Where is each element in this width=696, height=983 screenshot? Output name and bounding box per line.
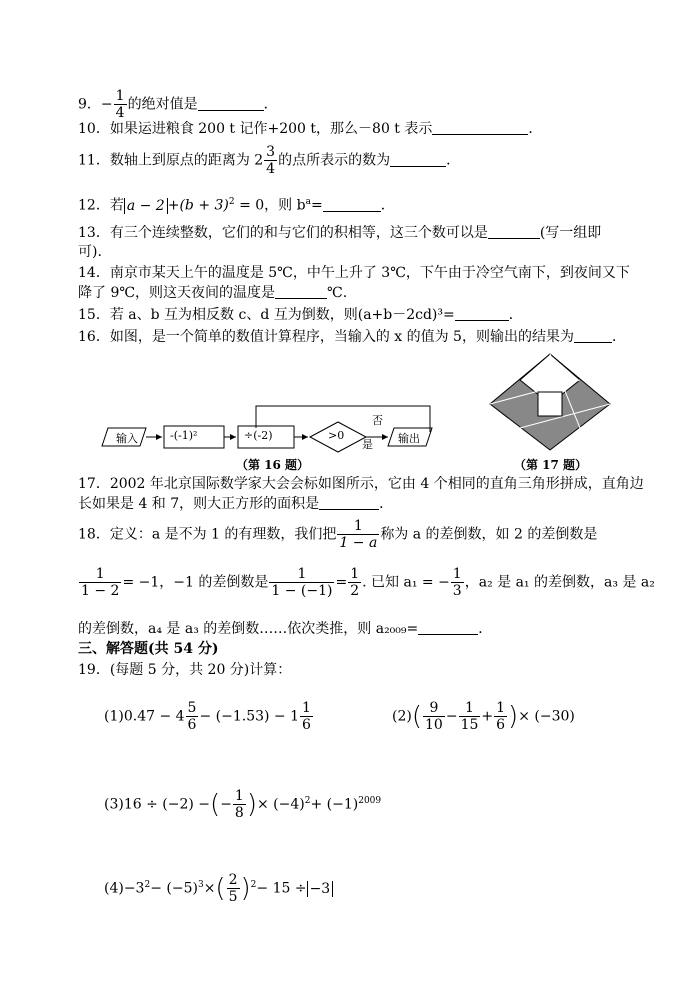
p1-label: (1)0.47 − 4 [104, 708, 185, 725]
flow-box1-label: -(-1)² [170, 429, 198, 442]
answer-blank[interactable] [432, 120, 528, 135]
question-13-line2 [78, 243, 102, 261]
q17-end: ． [379, 496, 394, 512]
q10-end: ． [528, 121, 543, 137]
q12-post: = 0，则 b [234, 197, 306, 214]
q12-plus: + [167, 197, 180, 214]
q12-expr: (b + 3) [179, 197, 229, 214]
q12-sup2: a [305, 197, 311, 207]
q12-post2: = [310, 197, 323, 214]
q18-fraction [337, 518, 379, 551]
p4-abs: −3 [307, 881, 334, 897]
frac-den: 1 − 2 [81, 583, 120, 599]
frac-num: 1 [269, 566, 334, 583]
q13-end: (写一组即 [539, 225, 602, 241]
frac-num: 1 [337, 518, 379, 535]
p1-mid: − (−1.53) − 1 [199, 708, 300, 725]
frac-den: 3 [452, 583, 462, 599]
q14-end: ℃. [327, 285, 348, 301]
q14-text: 14．南京市某天上午的温度是 5℃，中午上升了 3℃，下午由于冷空气南下，到夜间又下 [78, 265, 630, 281]
frac-den: 6 [187, 717, 197, 733]
question-14-line2 [78, 284, 347, 302]
p1-fraction [300, 700, 313, 733]
p4-label: (4)−3 [104, 880, 145, 897]
frac-num: 2 [228, 872, 238, 888]
q9-frac-num: 1 [115, 88, 125, 104]
p2-label: (2) [392, 708, 412, 725]
answer-blank[interactable] [574, 328, 612, 343]
p4-post: − 15 ÷ [256, 880, 307, 897]
q19-text: 19．(每题 5 分，共 20 分)计算： [78, 662, 292, 678]
arrow-head [382, 434, 388, 440]
question-17-line2 [78, 495, 393, 513]
p1-fraction [186, 700, 199, 733]
problem-1 [104, 700, 314, 733]
q11-end: ． [446, 152, 461, 169]
p3-post2: + (−1) [310, 796, 359, 813]
q18-fraction [451, 566, 464, 599]
p3-fraction [233, 788, 246, 821]
frac-num: 1 [452, 566, 462, 582]
q15-end: ． [508, 307, 523, 323]
question-10 [78, 120, 542, 138]
answer-blank[interactable] [319, 495, 379, 510]
p2-fraction [494, 700, 507, 733]
flow-yes-label: 是 [362, 438, 373, 451]
frac-num: 9 [423, 700, 445, 717]
frac-num: 1 [350, 566, 360, 582]
p2-fraction [459, 700, 481, 733]
p4-sup1: 2 [144, 879, 151, 890]
arrow-head [230, 434, 236, 440]
q12-sup: 2 [228, 197, 235, 207]
q11-frac-num: 3 [266, 144, 276, 160]
flow-box2-label: ÷(-2) [244, 429, 273, 442]
problem-2: (2)( $\frac{9}{10}$ − $\frac{1}{15}$ + $\frac{1}{6}$ )× (−30) [392, 700, 575, 733]
answer-blank[interactable] [455, 306, 509, 321]
flow-diamond-label: >0 [328, 429, 345, 442]
q9-text: 的绝对值是 [127, 96, 198, 113]
p4-m1: − (−5) [150, 880, 198, 897]
answer-blank[interactable] [198, 96, 264, 111]
q12-pre: 12．若 [78, 197, 124, 214]
frac-den: 5 [228, 889, 238, 905]
q18-post: 称为 a 的差倒数，如 2 的差倒数是 [380, 526, 598, 543]
q13-text2: 可). [78, 244, 102, 260]
q18-text: ，a₂ 是 a₁ 的差倒数，a₃ 是 a₂ [464, 574, 655, 591]
q18-text: = −1，−1 的差倒数是 [122, 574, 269, 591]
q18-end: ． [478, 621, 493, 637]
question-11 [78, 144, 460, 177]
q15-text: 15．若 a、b 互为相反数 c、d 互为倒数，则(a+b－2cd)³= [78, 307, 455, 323]
q12-end: ． [380, 197, 395, 214]
inner-square [538, 392, 562, 416]
question-18-line2 [78, 566, 655, 599]
q16-end: ． [611, 329, 626, 345]
flow-no-label: 否 [372, 414, 383, 427]
frac-den: 10 [425, 717, 443, 733]
answer-blank[interactable] [390, 152, 446, 167]
question-18-line3 [78, 620, 492, 638]
arrow-head [156, 434, 162, 440]
figure-16-caption: （第 16 题） [236, 458, 310, 472]
frac-num: 1 [234, 788, 244, 804]
p3-minus: − [220, 796, 232, 813]
flowchart-diagram [100, 394, 440, 454]
flow-output-label: 输出 [398, 432, 420, 445]
q17-text: 17．2002 年北京国际数学家大会会标如图所示，它由 4 个相同的直角三角形拼成，直角边 [78, 476, 644, 492]
p3-sup2: 2009 [358, 795, 382, 806]
frac-den: 6 [302, 717, 311, 733]
frac-den: 1 − a [339, 535, 378, 551]
question-14-line1 [78, 264, 630, 282]
arrow-head [302, 434, 308, 440]
q18-fraction [269, 566, 334, 599]
p4-fraction [227, 872, 240, 905]
q18-text3: 的差倒数，a₄ 是 a₃ 的差倒数……依次类推，则 a₂₀₀₉= [78, 621, 419, 637]
q14-text2: 降了 9℃，则这天夜间的温度是 [78, 285, 276, 301]
answer-blank[interactable] [323, 197, 381, 212]
p3-post: × (−4) [257, 796, 305, 813]
p3-label: (3)16 ÷ (−2) − [104, 796, 211, 813]
answer-blank[interactable] [418, 620, 478, 635]
p2-fraction [423, 700, 445, 733]
q16-text: 16．如图，是一个简单的数值计算程序，当输入的 x 的值为 5，则输出的结果为 [78, 329, 574, 345]
q9-minus: − [100, 96, 113, 113]
frac-den: 2 [350, 583, 360, 599]
q11-frac-den: 4 [266, 161, 276, 177]
question-15 [78, 306, 523, 324]
question-9 [78, 88, 278, 121]
answer-blank[interactable] [488, 224, 540, 239]
p3-sup1: 2 [304, 795, 311, 806]
frac-num: 1 [79, 566, 121, 583]
answer-blank[interactable] [275, 284, 327, 299]
figure-17-caption: （第 17 题） [514, 458, 588, 472]
q18-fraction [79, 566, 121, 599]
q9-fraction [114, 88, 127, 121]
frac-den: 6 [496, 717, 506, 733]
p2-plus: + [481, 708, 494, 725]
question-18-line1 [78, 518, 597, 551]
q18-text: = [335, 574, 348, 591]
frac-num: 1 [496, 700, 506, 716]
section-3-title [78, 640, 218, 658]
q11-fraction [264, 144, 277, 177]
q13-text: 13．有三个连续整数，它们的和与它们的积相等，这三个数可以是 [78, 225, 488, 241]
q9-end: ． [263, 96, 278, 113]
q10-text: 10．如果运进粮食 200 t 记作+200 t，那么－80 t 表示 [78, 121, 433, 137]
p4-sup3: 2 [250, 879, 257, 890]
question-19 [78, 661, 291, 679]
question-13-line1 [78, 224, 601, 242]
problem-3: (3)16 ÷ (−2) −(− $\frac{1}{8}$ )× $(-4)^2+ (-1)^{2009}$ [104, 788, 382, 821]
section-title-text: 三、解答题(共 54 分) [78, 641, 219, 657]
figure-17-diagram [488, 352, 614, 452]
p2-minus: − [445, 708, 458, 725]
q11-post: 的点所表示的数为 [278, 152, 391, 169]
question-16 [78, 328, 626, 346]
q18-fraction [348, 566, 361, 599]
frac-den: 8 [234, 805, 244, 821]
q9-frac-den: 4 [115, 105, 125, 121]
flow-input-label: 输入 [116, 432, 138, 445]
frac-num: 1 [459, 700, 481, 717]
q11-pre: 11．数轴上到原点的距离为 2 [78, 152, 264, 169]
q12-abs-expr: a − 2 [124, 198, 168, 214]
q18-text: . 已知 a₁ = − [362, 574, 450, 591]
question-17-line1 [78, 475, 644, 493]
q17-text2: 长如果是 4 和 7，则大正方形的面积是 [78, 496, 320, 512]
frac-num: 1 [302, 700, 311, 716]
frac-den: 15 [460, 717, 479, 733]
p2-post: × (−30) [518, 708, 575, 725]
p4-sup2: 3 [197, 879, 204, 890]
q18-pre: 18．定义：a 是不为 1 的有理数，我们把 [78, 526, 337, 543]
frac-den: 1 − (−1) [271, 583, 333, 599]
problem-4: $(4)-3^2- (-5)^3\times$( $\frac{2}{5}$ )$^2$− 15 ÷ −3 [104, 872, 333, 905]
q9-number: 9． [78, 96, 101, 113]
p4-m2: × [203, 880, 216, 897]
question-12 [78, 193, 395, 215]
frac-num: 5 [187, 700, 197, 716]
